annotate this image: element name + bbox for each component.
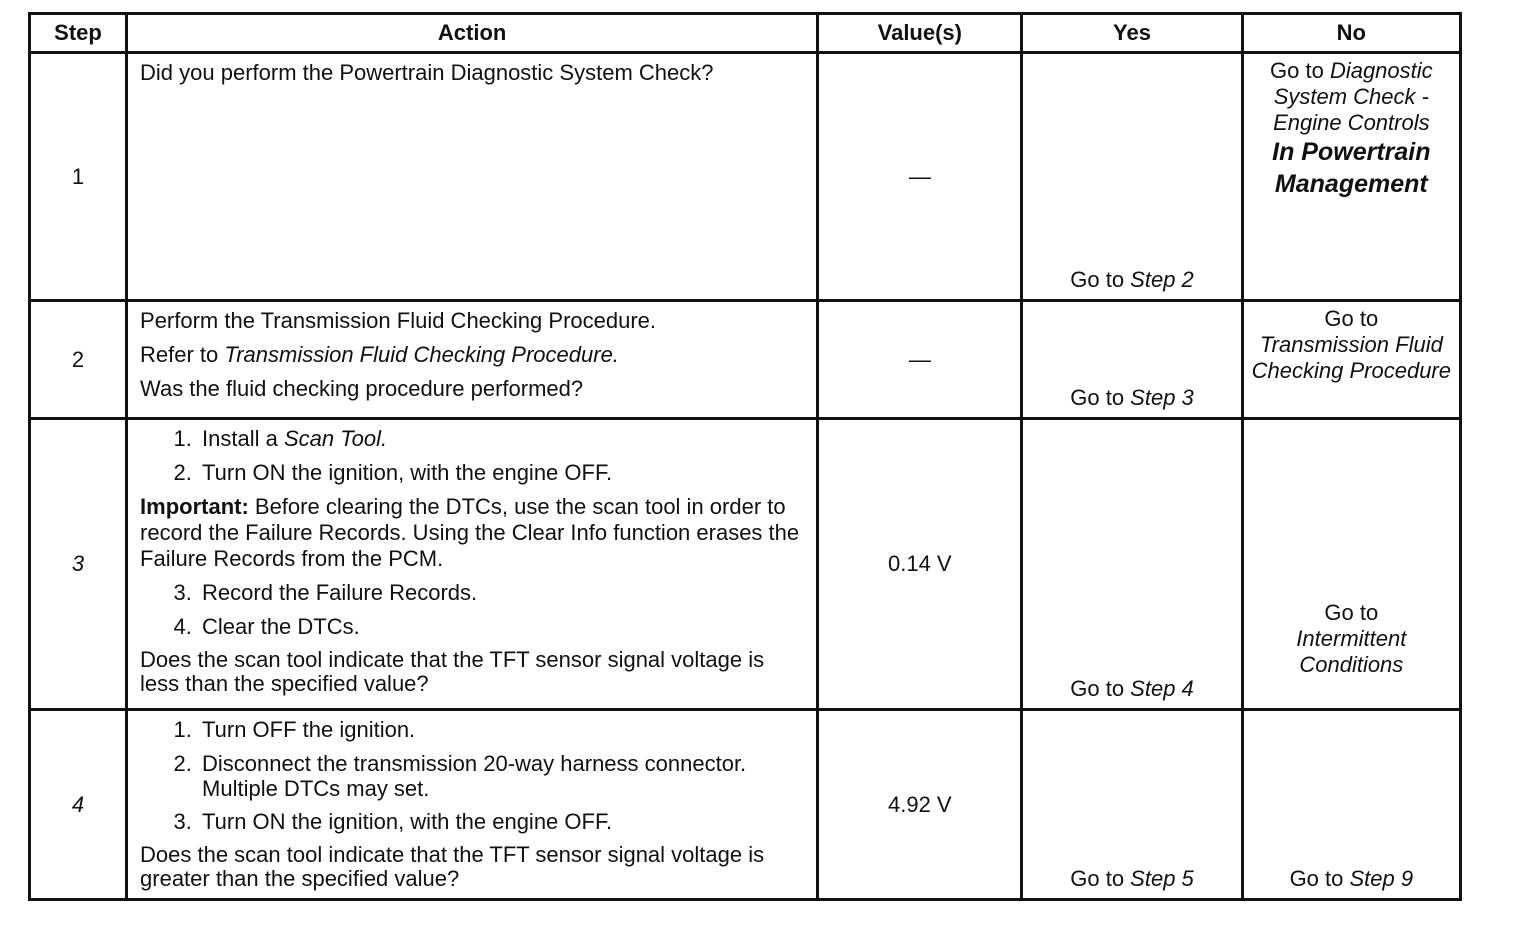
diagnostic-table [28,12,1462,901]
step-number: 1 [30,53,127,301]
list-item: 4. Clear the DTCs. [198,614,804,640]
no-cell [1242,301,1460,419]
yes-goto [1023,676,1240,702]
header-step: Step [30,14,127,53]
no-goto [1244,866,1459,892]
table-row [30,419,1461,710]
list-item: 1. Turn OFF the ignition. [198,717,804,743]
action-cell [127,419,818,710]
important-label: Important: [140,494,249,519]
important-note [140,494,804,572]
action-question: Was the fluid checking procedure performed? [140,376,584,401]
yes-cell [1022,301,1242,419]
procedure-reference: Transmission Fluid Checking Procedure. [224,342,619,367]
value-cell: — [818,53,1022,301]
action-list [140,426,804,486]
goto-step-link: Step 9 [1349,866,1414,891]
action-question: Does the scan tool indicate that the TFT sensor signal voltage is greater than the specified value? [140,842,765,891]
list-item: 3. Record the Failure Records. [198,580,804,606]
table-row [30,53,1461,301]
no-cell [1242,710,1460,900]
goto-prefix: Go to [1324,600,1379,625]
action-list [140,717,804,835]
list-item: 2. Disconnect the transmission 20-way harness connector. Multiple DTCs may set. [198,751,804,801]
action-cell [127,53,818,301]
tool-reference: Scan Tool. [283,426,388,451]
header-yes: Yes [1022,14,1242,53]
yes-cell [1022,710,1242,900]
yes-goto [1023,385,1240,411]
goto-prefix: Go to [1289,866,1350,891]
step-number: 2 [30,301,127,419]
action-question: Does the scan tool indicate that the TFT sensor signal voltage is less than the specified value? [140,647,765,696]
goto-reference: Transmission Fluid Checking Procedure [1251,332,1451,383]
table-row [30,301,1461,419]
goto-prefix: Go to [1070,267,1131,292]
action-line: Perform the Transmission Fluid Checking Procedure. [140,308,657,333]
header-values: Value(s) [818,14,1022,53]
refer-prefix: Refer to [140,342,225,367]
important-text: Before clearing the DTCs, use the scan tool in order to record the Failure Records. Using the Clear Info function erases the Failure Records from the PCM. [140,494,800,571]
action-cell [127,710,818,900]
list-item: 2. Turn ON the ignition, with the engine OFF. [198,460,804,486]
list-item: 3. Turn ON the ignition, with the engine OFF. [198,809,804,835]
value-cell: 0.14 V [818,419,1022,710]
goto-prefix: Go to [1070,866,1131,891]
no-reference-bold: In Powertrain Management [1272,138,1431,198]
yes-cell [1022,419,1242,710]
action-question: Did you perform the Powertrain Diagnostic System Check? [140,60,714,85]
goto-prefix: Go to [1070,385,1131,410]
action-line [140,342,804,368]
goto-reference: Intermittent Conditions [1296,626,1407,677]
action-cell [127,301,818,419]
list-item-text: Install a [202,426,284,451]
header-no: No [1242,14,1460,53]
goto-reference: Diagnostic System Check - Engine Controls [1273,58,1433,135]
goto-step-link: Step 5 [1130,866,1194,891]
value-cell: — [818,301,1022,419]
yes-goto [1023,267,1240,293]
goto-prefix: Go to [1270,58,1330,83]
value-cell: 4.92 V [818,710,1022,900]
action-list [140,580,804,640]
yes-cell [1022,53,1242,301]
goto-prefix: Go to [1324,306,1379,331]
yes-goto [1023,866,1240,892]
goto-step-link: Step 4 [1130,676,1194,701]
header-row [30,14,1461,53]
step-number: 3 [30,419,127,710]
header-action: Action [127,14,818,53]
step-number: 4 [30,710,127,900]
no-cell [1242,53,1460,301]
no-cell [1242,419,1460,710]
list-item [198,426,804,452]
table-row [30,710,1461,900]
goto-prefix: Go to [1070,676,1131,701]
no-goto [1250,58,1453,136]
goto-step-link: Step 2 [1130,267,1194,292]
goto-step-link: Step 3 [1130,385,1194,410]
